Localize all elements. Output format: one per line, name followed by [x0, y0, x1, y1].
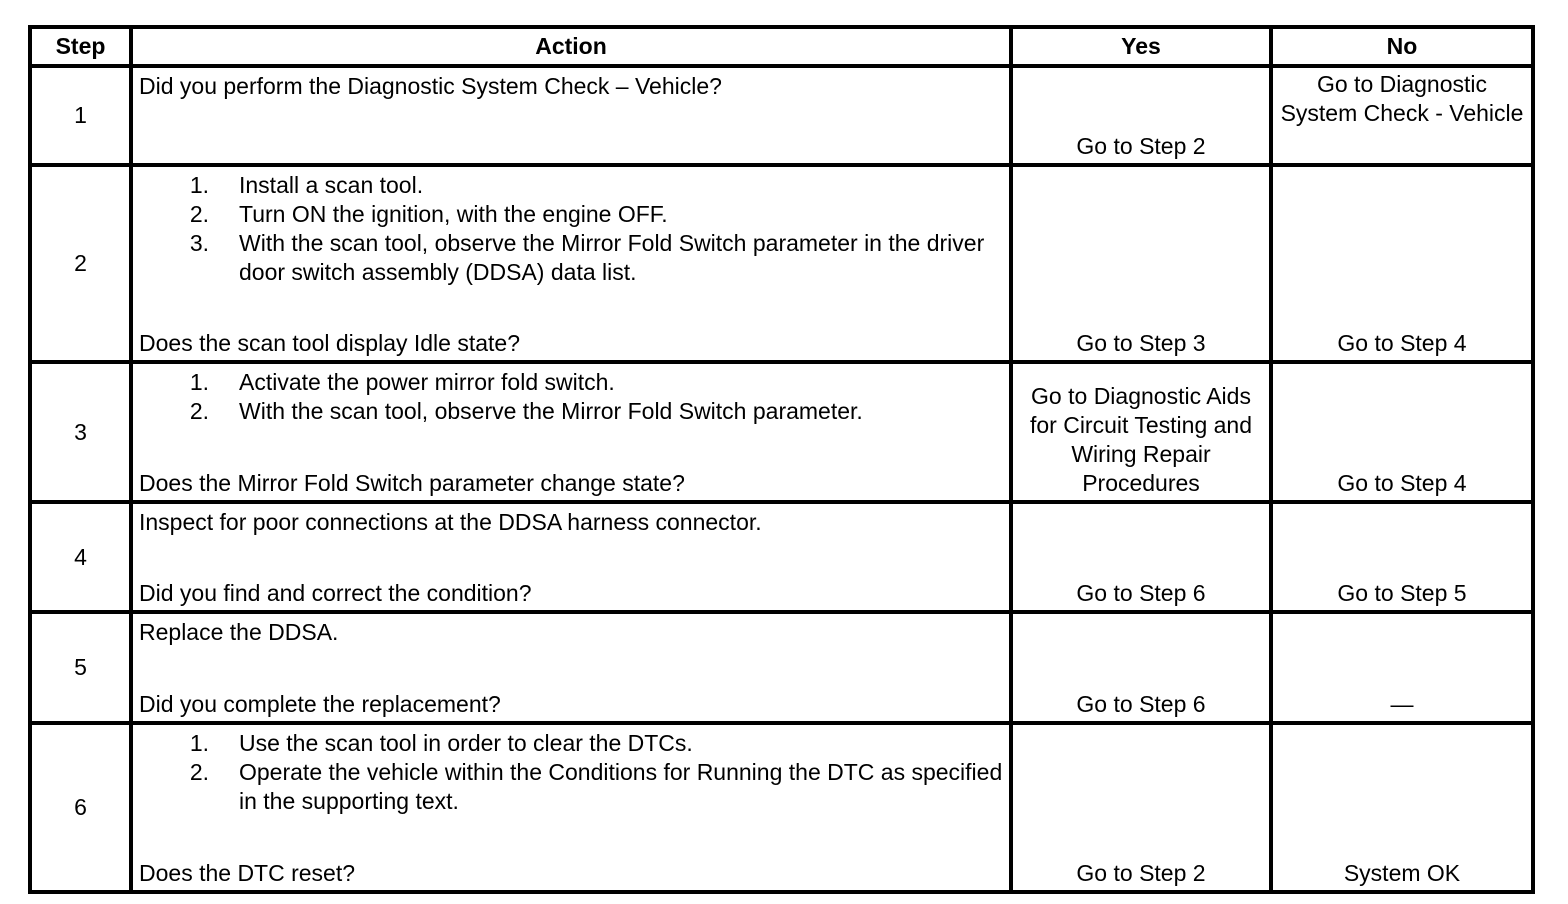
- step-number: 5: [30, 612, 131, 723]
- table-row: [30, 165, 1533, 362]
- list-item: 2. Turn ON the ignition, with the engine OFF.: [189, 201, 668, 227]
- list-item: 3. With the scan tool, observe the Mirror Fold Switch parameter in the driver door switch assembly (DDSA) data list.: [189, 230, 985, 285]
- action-cell: [131, 612, 1011, 723]
- no-cell: Go to Step 4: [1271, 165, 1533, 362]
- yes-cell: Go to Step 6: [1011, 502, 1271, 612]
- action-question: Does the DTC reset?: [139, 860, 356, 886]
- yes-cell: Go to Step 6: [1011, 612, 1271, 723]
- table-row: [30, 362, 1533, 502]
- step-number: 3: [30, 362, 131, 502]
- list-item: 2. With the scan tool, observe the Mirror Fold Switch parameter.: [189, 398, 863, 424]
- action-question: Does the Mirror Fold Switch parameter change state?: [139, 470, 685, 496]
- list-item: 1. Install a scan tool.: [189, 172, 424, 198]
- action-cell: [131, 362, 1011, 502]
- action-cell: [131, 66, 1011, 165]
- table-row: [30, 723, 1533, 892]
- action-step-list: [139, 368, 1003, 426]
- no-cell: System OK: [1271, 723, 1533, 892]
- no-cell: Go to Step 5: [1271, 502, 1533, 612]
- yes-cell: Go to Diagnostic Aids for Circuit Testing and Wiring Repair Procedures: [1011, 362, 1271, 502]
- header-action: Action: [131, 27, 1011, 66]
- header-row: [30, 27, 1533, 66]
- list-item: 2. Operate the vehicle within the Conditions for Running the DTC as specified in the supporting text.: [189, 759, 1003, 814]
- action-text: Inspect for poor connections at the DDSA harness connector.: [139, 509, 762, 535]
- action-text: Did you perform the Diagnostic System Check – Vehicle?: [139, 73, 722, 99]
- list-item: 1. Use the scan tool in order to clear the DTCs.: [189, 730, 693, 756]
- yes-cell: Go to Step 3: [1011, 165, 1271, 362]
- action-cell: [131, 502, 1011, 612]
- action-question: Does the scan tool display Idle state?: [139, 330, 521, 356]
- table-row: [30, 66, 1533, 165]
- step-number: 1: [30, 66, 131, 165]
- action-step-list: [139, 171, 1003, 287]
- action-step-list: [139, 729, 1003, 816]
- action-text: Replace the DDSA.: [139, 619, 339, 645]
- yes-cell: Go to Step 2: [1011, 66, 1271, 165]
- step-number: 6: [30, 723, 131, 892]
- header-step: Step: [30, 27, 131, 66]
- yes-cell: Go to Step 2: [1011, 723, 1271, 892]
- no-cell: Go to Diagnostic System Check - Vehicle: [1271, 66, 1533, 165]
- step-number: 4: [30, 502, 131, 612]
- no-cell: —: [1271, 612, 1533, 723]
- step-number: 2: [30, 165, 131, 362]
- action-question: Did you find and correct the condition?: [139, 580, 532, 606]
- no-cell: Go to Step 4: [1271, 362, 1533, 502]
- header-yes: Yes: [1011, 27, 1271, 66]
- action-cell: [131, 165, 1011, 362]
- action-cell: [131, 723, 1011, 892]
- list-item: 1. Activate the power mirror fold switch.: [189, 369, 615, 395]
- action-question: Did you complete the replacement?: [139, 691, 501, 717]
- header-no: No: [1271, 27, 1533, 66]
- table-row: [30, 502, 1533, 612]
- table-row: [30, 612, 1533, 723]
- diagnostic-table: [28, 25, 1535, 894]
